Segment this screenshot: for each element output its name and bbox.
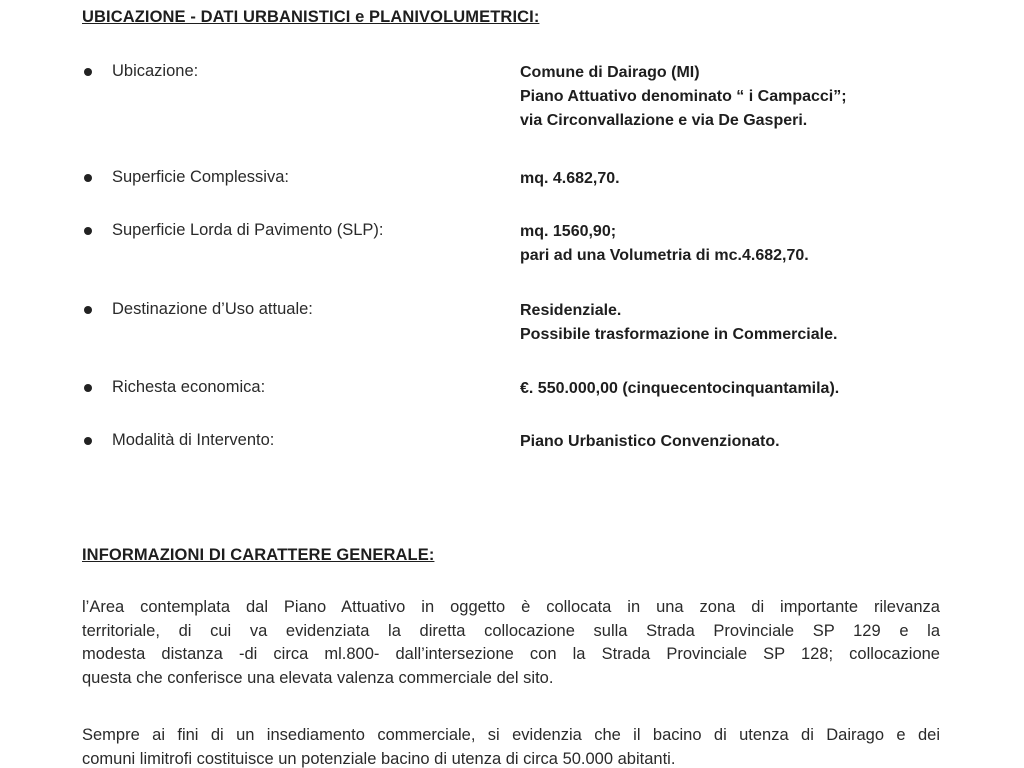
paragraph-line: Sempre ai fini di un insediamento commerciale, si evidenzia che il bacino di utenza di Dairago e dei — [82, 726, 940, 744]
value-line: Piano Urbanistico Convenzionato. — [520, 433, 780, 450]
value-line: Piano Attuativo denominato “ i Campacci”; — [520, 88, 847, 105]
item-label: Superficie Lorda di Pavimento (SLP): — [112, 221, 384, 239]
bullet-icon — [84, 174, 92, 182]
paragraph — [82, 724, 940, 768]
item-value — [520, 61, 847, 133]
paragraph-line: modesta distanza -di circa ml.800- dall’intersezione con la Strada Provinciale SP 128; collocazione — [82, 645, 940, 663]
item-label: Ubicazione: — [112, 62, 199, 80]
item-label: Superficie Complessiva: — [112, 168, 289, 186]
bullet-icon — [84, 227, 92, 235]
item-value — [520, 430, 780, 454]
bullet-icon — [84, 306, 92, 314]
value-line: Possibile trasformazione in Commerciale. — [520, 326, 838, 343]
value-line: mq. 4.682,70. — [520, 170, 620, 187]
value-line: €. 550.000,00 (cinquecentocinquantamila). — [520, 380, 840, 397]
bullet-icon — [84, 384, 92, 392]
item-label: Destinazione d’Uso attuale: — [112, 300, 313, 318]
item-value — [520, 299, 837, 347]
item-label: Modalità di Intervento: — [112, 431, 275, 449]
paragraph — [82, 596, 940, 690]
bullet-icon — [84, 68, 92, 76]
paragraph-line: questa che conferisce una elevata valenza commerciale del sito. — [82, 668, 554, 687]
value-line: mq. 1560,90; — [520, 223, 617, 240]
item-value — [520, 220, 809, 268]
paragraph-line: l’Area contemplata dal Piano Attuativo in oggetto è collocata in una zona di importante rilevanza — [82, 598, 940, 616]
paragraph-line: comuni limitrofi costituisce un potenziale bacino di utenza di circa 50.000 abitanti. — [82, 749, 676, 768]
value-line: via Circonvallazione e via De Gasperi. — [520, 112, 808, 129]
item-label: Richesta economica: — [112, 378, 266, 396]
value-line: pari ad una Volumetria di mc.4.682,70. — [520, 247, 809, 264]
section-heading-general-info: INFORMAZIONI DI CARATTERE GENERALE: — [82, 546, 435, 564]
bullet-icon — [84, 437, 92, 445]
item-value — [520, 377, 839, 401]
value-line: Comune di Dairago (MI) — [520, 64, 700, 81]
section-heading-location: UBICAZIONE - DATI URBANISTICI e PLANIVOLUMETRICI: — [82, 8, 540, 26]
item-value — [520, 167, 620, 191]
value-line: Residenziale. — [520, 302, 622, 319]
paragraph-line: territoriale, di cui va evidenziata la diretta collocazione sulla Strada Provinciale SP 129 e la — [82, 621, 940, 640]
